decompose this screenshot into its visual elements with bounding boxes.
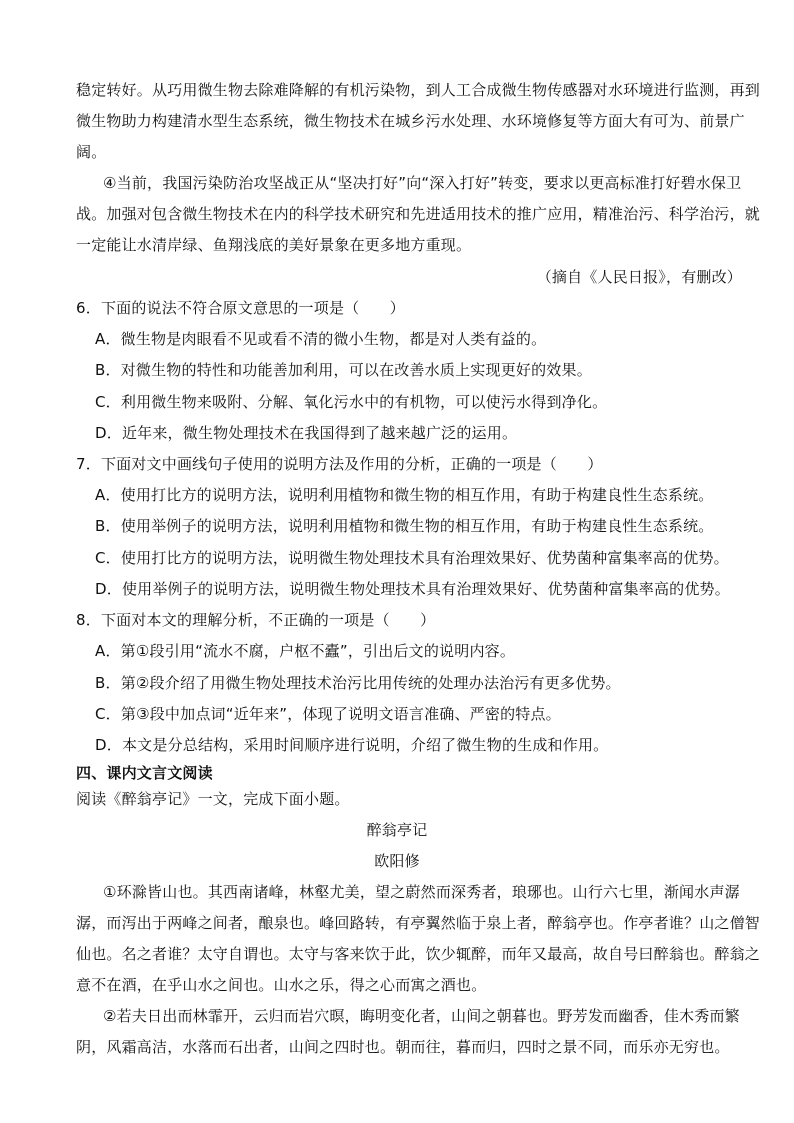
classical-paragraph-1-line: 仙也。名之者谁？太守自谓也。太守与客来饮于此，饮少辄醉，而年又最高，故自号曰醉翁也。醉翁之 [76, 945, 761, 963]
classical-paragraph-1-line: ①环滁皆山也。其西南诸峰，林壑尤美，望之蔚然而深秀者，琅琊也。山行六七里，渐闻水声潺 [103, 883, 740, 901]
classical-text-author: 欧阳修 [374, 852, 420, 870]
classical-text-title: 醉翁亭记 [366, 821, 428, 839]
section-heading: 四、课内文言文阅读 [76, 764, 213, 782]
question-7-option-d: D．使用举例子的说明方法，说明微生物处理技术具有治理效果好、优势菌种富集率高的优势。 [95, 580, 730, 598]
question-8-stem: 8．下面对本文的理解分析，不正确的一项是（ ） [76, 611, 436, 629]
question-6-option-b: B．对微生物的特性和功能善加利用，可以在改善水质上实现更好的效果。 [95, 361, 592, 379]
question-6-option-d: D．近年来，微生物处理技术在我国得到了越来越广泛的运用。 [95, 424, 518, 442]
question-7-stem: 7．下面对文中画线句子使用的说明方法及作用的分析，正确的一项是（ ） [76, 455, 603, 473]
question-7-option-c: C．使用打比方的说明方法，说明微生物处理技术具有治理效果好、优势菌种富集率高的优势。 [95, 549, 729, 567]
question-6-option-c: C．利用微生物来吸附、分解、氧化污水中的有机物，可以使污水得到净化。 [95, 393, 608, 411]
question-6-option-a: A．微生物是肉眼看不见或看不清的微小生物，都是对人类有益的。 [95, 330, 547, 348]
section-instruction: 阅读《醉翁亭记》一文，完成下面小题。 [76, 790, 350, 808]
question-6-stem: 6．下面的说法不符合原文意思的一项是（ ） [76, 299, 405, 317]
paragraph-4-line: ④当前，我国污染防治攻坚战正从“坚决打好”向“深入打好”转变，要求以更高标准打好碧水保卫 [103, 174, 742, 192]
paragraph-4-line: 战。加强对包含微生物技术在内的科学技术研究和先进适用技术的推广应用，精准治污、科学治污，就 [76, 205, 761, 223]
passage-line: 微生物助力构建清水型生态系统，微生物技术在城乡污水处理、水环境修复等方面大有可为、前景广 [76, 112, 745, 130]
question-8-option-a: A．第①段引用“流水不腐，户枢不蠹”，引出后文的说明内容。 [95, 642, 516, 660]
passage-line: 阔。 [76, 143, 107, 161]
classical-paragraph-2-line: ②若夫日出而林霏开，云归而岩穴暝，晦明变化者，山间之朝暮也。野芳发而幽香，佳木秀而繁 [103, 1007, 740, 1025]
question-8-option-c: C．第③段中加点词“近年来”，体现了说明文语言准确、严密的特点。 [95, 705, 561, 723]
source-attribution: （摘自《人民日报》，有删改） [536, 268, 742, 286]
question-7-option-b: B．使用举例子的说明方法，说明利用植物和微生物的相互作用，有助于构建良性生态系统。 [95, 517, 714, 535]
classical-paragraph-1-line: 意不在酒，在乎山水之间也。山水之乐，得之心而寓之酒也。 [76, 976, 487, 994]
classical-paragraph-1-line: 潺，而泻出于两峰之间者，酿泉也。峰回路转，有亭翼然临于泉上者，醉翁亭也。作亭者谁？山之僧智 [76, 914, 761, 932]
paragraph-4-line: 一定能让水清岸绿、鱼翔浅底的美好景象在更多地方重现。 [76, 236, 472, 254]
question-8-option-d: D．本文是分总结构，采用时间顺序进行说明，介绍了微生物的生成和作用。 [95, 736, 609, 754]
question-7-option-a: A．使用打比方的说明方法，说明利用植物和微生物的相互作用，有助于构建良性生态系统。 [95, 486, 714, 504]
passage-line: 稳定转好。从巧用微生物去除难降解的有机污染物，到人工合成微生物传感器对水环境进行监测，再到 [76, 81, 761, 99]
classical-paragraph-2-line: 阴，风霜高洁，水落而石出者，山间之四时也。朝而往，暮而归，四时之景不同，而乐亦无穷也。 [76, 1038, 730, 1056]
question-8-option-b: B．第②段介绍了用微生物处理技术治污比用传统的处理办法治污有更多优势。 [95, 674, 621, 692]
